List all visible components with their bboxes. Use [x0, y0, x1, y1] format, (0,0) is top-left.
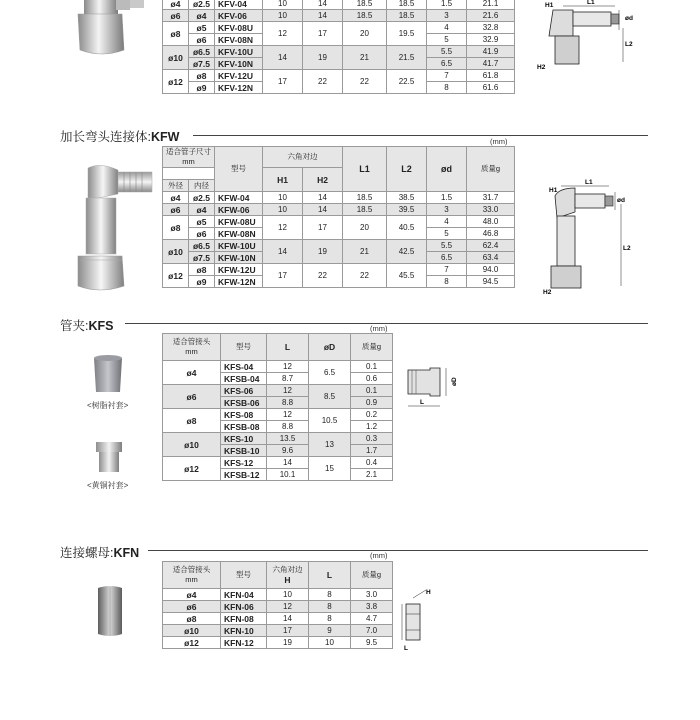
kfn-diagram-l: L — [404, 645, 408, 652]
h2-cell: 22 — [303, 70, 343, 94]
l-cell: 10 — [309, 637, 351, 649]
model-cell: KFW-12U — [215, 264, 263, 276]
mass-cell: 31.7 — [467, 192, 515, 204]
l1-cell: 21 — [343, 46, 387, 70]
outer-diameter-cell: ø4 — [163, 192, 189, 204]
mass-cell: 1.7 — [351, 445, 393, 457]
model-cell: KFSB-10 — [221, 445, 267, 457]
l1-cell: 18.5 — [343, 0, 387, 10]
h1-cell: 14 — [263, 46, 303, 70]
kfs-brass-sleeve-photo — [92, 438, 126, 476]
kfs-title-code: KFS — [88, 319, 114, 333]
kfs-diagram-l: L — [420, 399, 424, 406]
d-cell: 8 — [427, 82, 467, 94]
kfs-section-title — [60, 316, 113, 334]
d-cell: 5 — [427, 228, 467, 240]
inner-diameter-cell: ø5 — [189, 22, 215, 34]
h2-cell: 19 — [303, 46, 343, 70]
mass-cell: 0.2 — [351, 409, 393, 421]
kfn-title-code: KFN — [113, 546, 140, 560]
h2-cell: 19 — [303, 240, 343, 264]
l1-cell: 18.5 — [343, 192, 387, 204]
inner-diameter-cell: ø7.5 — [189, 252, 215, 264]
model-cell: KFN-08 — [221, 613, 267, 625]
mass-cell: 0.1 — [351, 361, 393, 373]
l-cell: 8.8 — [267, 421, 309, 433]
kfs-resin-sleeve-photo — [88, 352, 128, 398]
fitting-size-cell: ø12 — [163, 457, 221, 481]
model-cell: KFW-08U — [215, 216, 263, 228]
mass-cell: 46.8 — [467, 228, 515, 240]
kfn-header-fitting: 适合管接头 mm — [163, 562, 221, 589]
kfw-header-d: ød — [427, 147, 467, 192]
kfv-diagram-l2: L2 — [625, 41, 633, 48]
kfv-diagram-h1: H1 — [545, 2, 554, 9]
kfv-diagram-l1: L1 — [587, 0, 595, 6]
table-row — [163, 637, 393, 649]
table-row — [163, 0, 515, 10]
model-cell: KFW-12N — [215, 276, 263, 288]
kfw-header-model: 型号 — [215, 147, 263, 192]
mass-cell: 21.1 — [467, 0, 515, 10]
kfs-unit: (mm) — [370, 324, 388, 333]
outer-diameter-cell: ø12 — [163, 264, 189, 288]
mass-cell: 32.9 — [467, 34, 515, 46]
l-cell: 12 — [267, 385, 309, 397]
mass-cell: 21.6 — [467, 10, 515, 22]
outer-diameter-cell: ø12 — [163, 70, 189, 94]
inner-diameter-cell: ø2.5 — [189, 0, 215, 10]
model-cell: KFV-06 — [215, 10, 263, 22]
h-cell: 10 — [267, 589, 309, 601]
od-cell: 13 — [309, 433, 351, 457]
kfs-header-mass: 质量g — [351, 334, 393, 361]
mass-cell: 0.9 — [351, 397, 393, 409]
fitting-size-cell: ø12 — [163, 637, 221, 649]
mass-cell: 33.0 — [467, 204, 515, 216]
kfw-diagram-l2: L2 — [623, 245, 631, 252]
mass-cell: 48.0 — [467, 216, 515, 228]
l-cell: 8 — [309, 613, 351, 625]
kfv-dimension-diagram — [535, 0, 645, 75]
fitting-size-cell: ø10 — [163, 433, 221, 457]
model-cell: KFV-08U — [215, 22, 263, 34]
table-row — [163, 264, 515, 276]
kfn-header-mass: 质量g — [351, 562, 393, 589]
inner-diameter-cell: ø8 — [189, 264, 215, 276]
kfs-header-l: L — [267, 334, 309, 361]
inner-diameter-cell: ø6 — [189, 34, 215, 46]
model-cell: KFS-08 — [221, 409, 267, 421]
kfv-diagram-h2: H2 — [537, 64, 546, 71]
kfs-header-od: øD — [309, 334, 351, 361]
l2-cell: 19.5 — [387, 22, 427, 46]
model-cell: KFW-10U — [215, 240, 263, 252]
l1-cell: 22 — [343, 264, 387, 288]
kfs-title-cn: 管夹: — [60, 319, 89, 333]
h-cell: 14 — [267, 613, 309, 625]
model-cell: KFV-10U — [215, 46, 263, 58]
l2-cell: 21.5 — [387, 46, 427, 70]
kfn-nut-photo — [94, 584, 126, 640]
fitting-size-cell: ø10 — [163, 625, 221, 637]
model-cell: KFSB-12 — [221, 469, 267, 481]
outer-diameter-cell: ø10 — [163, 240, 189, 264]
table-row — [163, 70, 515, 82]
table-row — [163, 409, 393, 421]
model-cell: KFV-08N — [215, 34, 263, 46]
l-cell: 8 — [309, 601, 351, 613]
kfw-spec-table — [162, 146, 515, 288]
mass-cell: 63.4 — [467, 252, 515, 264]
mass-cell: 0.6 — [351, 373, 393, 385]
h1-cell: 12 — [263, 216, 303, 240]
table-row — [163, 625, 393, 637]
h1-cell: 14 — [263, 240, 303, 264]
d-cell: 6.5 — [427, 58, 467, 70]
od-cell: 15 — [309, 457, 351, 481]
l-cell: 14 — [267, 457, 309, 469]
h-cell: 12 — [267, 601, 309, 613]
model-cell: KFW-04 — [215, 192, 263, 204]
mass-cell: 32.8 — [467, 22, 515, 34]
kfn-spec-table — [162, 561, 393, 649]
l-cell: 13.5 — [267, 433, 309, 445]
od-cell: 6.5 — [309, 361, 351, 385]
l-cell: 9 — [309, 625, 351, 637]
mass-cell: 41.7 — [467, 58, 515, 70]
mass-cell: 61.8 — [467, 70, 515, 82]
d-cell: 8 — [427, 276, 467, 288]
inner-diameter-cell: ø4 — [189, 204, 215, 216]
l2-cell: 39.5 — [387, 204, 427, 216]
kfw-header-h1: H1 — [263, 168, 303, 192]
h1-cell: 17 — [263, 264, 303, 288]
fitting-size-cell: ø6 — [163, 385, 221, 409]
kfn-diagram-h: H — [426, 589, 431, 596]
d-cell: 6.5 — [427, 252, 467, 264]
model-cell: KFN-04 — [221, 589, 267, 601]
kfv-product-photo — [72, 0, 152, 60]
table-row — [163, 361, 393, 373]
kfw-section-title — [60, 127, 179, 145]
kfn-title-cn: 连接螺母: — [60, 546, 114, 560]
h2-cell: 14 — [303, 0, 343, 10]
mass-cell: 94.5 — [467, 276, 515, 288]
d-cell: 1.5 — [427, 192, 467, 204]
h1-cell: 17 — [263, 70, 303, 94]
h1-cell: 10 — [263, 204, 303, 216]
kfw-product-photo — [72, 160, 162, 292]
inner-diameter-cell: ø6 — [189, 228, 215, 240]
h2-cell: 14 — [303, 204, 343, 216]
kfs-header-fitting: 适合管接头 mm — [163, 334, 221, 361]
model-cell: KFSB-04 — [221, 373, 267, 385]
model-cell: KFV-12U — [215, 70, 263, 82]
l2-cell: 42.5 — [387, 240, 427, 264]
kfv-diagram-d: ød — [625, 15, 633, 22]
mass-cell: 0.3 — [351, 433, 393, 445]
h2-cell: 14 — [303, 192, 343, 204]
kfw-header-l1: L1 — [343, 147, 387, 192]
h2-cell: 17 — [303, 22, 343, 46]
mass-cell: 9.5 — [351, 637, 393, 649]
model-cell: KFS-04 — [221, 361, 267, 373]
inner-diameter-cell: ø5 — [189, 216, 215, 228]
kfw-header-h2: H2 — [303, 168, 343, 192]
h1-cell: 10 — [263, 0, 303, 10]
h1-cell: 10 — [263, 192, 303, 204]
outer-diameter-cell: ø8 — [163, 216, 189, 240]
table-row — [163, 216, 515, 228]
table-row — [163, 457, 393, 469]
inner-diameter-cell: ø6.5 — [189, 240, 215, 252]
l-cell: 10.1 — [267, 469, 309, 481]
l-cell: 8.7 — [267, 373, 309, 385]
od-cell: 10.5 — [309, 409, 351, 433]
l2-cell: 40.5 — [387, 216, 427, 240]
kfw-header-mass: 质量g — [467, 147, 515, 192]
kfw-unit: (mm) — [490, 137, 508, 146]
model-cell: KFN-10 — [221, 625, 267, 637]
mass-cell: 41.9 — [467, 46, 515, 58]
model-cell: KFW-08N — [215, 228, 263, 240]
kfn-section-title — [60, 543, 139, 561]
d-cell: 7 — [427, 264, 467, 276]
kfw-title-cn: 加长弯头连接体: — [60, 130, 151, 144]
table-row — [163, 46, 515, 58]
d-cell: 3 — [427, 204, 467, 216]
table-row — [163, 204, 515, 216]
table-row — [163, 192, 515, 204]
kfs-brass-caption: <黄铜衬套> — [87, 481, 129, 490]
kfw-title-code: KFW — [150, 130, 180, 144]
kfs-spec-table — [162, 333, 393, 481]
d-cell: 5.5 — [427, 240, 467, 252]
l2-cell: 38.5 — [387, 192, 427, 204]
kfn-header-l: L — [309, 562, 351, 589]
model-cell: KFS-06 — [221, 385, 267, 397]
l-cell: 12 — [267, 409, 309, 421]
table-row — [163, 433, 393, 445]
mass-cell: 2.1 — [351, 469, 393, 481]
l-cell: 9.6 — [267, 445, 309, 457]
table-row — [163, 22, 515, 34]
h-cell: 19 — [267, 637, 309, 649]
l2-cell: 18.5 — [387, 10, 427, 22]
kfw-header-l2: L2 — [387, 147, 427, 192]
l1-cell: 22 — [343, 70, 387, 94]
h2-cell: 22 — [303, 264, 343, 288]
model-cell: KFSB-08 — [221, 421, 267, 433]
kfw-diagram-h1: H1 — [549, 187, 558, 194]
l-cell: 8.8 — [267, 397, 309, 409]
fitting-size-cell: ø4 — [163, 589, 221, 601]
table-row — [163, 10, 515, 22]
mass-cell: 3.0 — [351, 589, 393, 601]
inner-diameter-cell: ø4 — [189, 10, 215, 22]
mass-cell: 1.2 — [351, 421, 393, 433]
model-cell: KFW-06 — [215, 204, 263, 216]
mass-cell: 61.6 — [467, 82, 515, 94]
table-row — [163, 385, 393, 397]
h2-cell: 17 — [303, 216, 343, 240]
fitting-size-cell: ø8 — [163, 613, 221, 625]
l2-cell: 22.5 — [387, 70, 427, 94]
fitting-size-cell: ø4 — [163, 361, 221, 385]
mass-cell: 7.0 — [351, 625, 393, 637]
kfn-header-model: 型号 — [221, 562, 267, 589]
outer-diameter-cell: ø8 — [163, 22, 189, 46]
inner-diameter-cell: ø6.5 — [189, 46, 215, 58]
inner-diameter-cell: ø7.5 — [189, 58, 215, 70]
kfw-header-tube-size: 适合管子尺寸 mm — [163, 147, 215, 168]
kfn-unit: (mm) — [370, 551, 388, 560]
model-cell: KFS-10 — [221, 433, 267, 445]
mass-cell: 4.7 — [351, 613, 393, 625]
mass-cell: 94.0 — [467, 264, 515, 276]
inner-diameter-cell: ø8 — [189, 70, 215, 82]
table-row — [163, 240, 515, 252]
l-cell: 12 — [267, 361, 309, 373]
inner-diameter-cell: ø9 — [189, 82, 215, 94]
d-cell: 4 — [427, 22, 467, 34]
h-cell: 17 — [267, 625, 309, 637]
kfw-diagram-l1: L1 — [585, 179, 593, 186]
model-cell: KFV-10N — [215, 58, 263, 70]
inner-diameter-cell: ø9 — [189, 276, 215, 288]
d-cell: 7 — [427, 70, 467, 82]
l-cell: 8 — [309, 589, 351, 601]
kfn-dimension-diagram — [398, 584, 438, 654]
mass-cell: 0.4 — [351, 457, 393, 469]
d-cell: 1.5 — [427, 0, 467, 10]
outer-diameter-cell: ø10 — [163, 46, 189, 70]
kfw-dimension-diagram — [535, 178, 645, 298]
kfw-diagram-h2: H2 — [543, 289, 552, 296]
l1-cell: 18.5 — [343, 204, 387, 216]
kfw-header-inner: 内径 — [189, 180, 215, 192]
d-cell: 5.5 — [427, 46, 467, 58]
inner-diameter-cell: ø2.5 — [189, 192, 215, 204]
model-cell: KFN-12 — [221, 637, 267, 649]
kfw-diagram-d: ød — [617, 197, 625, 204]
fitting-size-cell: ø6 — [163, 601, 221, 613]
d-cell: 3 — [427, 10, 467, 22]
model-cell: KFV-12N — [215, 82, 263, 94]
l2-cell: 18.5 — [387, 0, 427, 10]
l1-cell: 18.5 — [343, 10, 387, 22]
fitting-size-cell: ø8 — [163, 409, 221, 433]
kfn-title-rule — [148, 550, 648, 551]
mass-cell: 0.1 — [351, 385, 393, 397]
h1-cell: 10 — [263, 10, 303, 22]
kfw-header-outer: 外径 — [163, 180, 189, 192]
kfv-spec-table — [162, 0, 515, 94]
od-cell: 8.5 — [309, 385, 351, 409]
kfn-header-hex: 六角对边 H — [267, 562, 309, 589]
l2-cell: 45.5 — [387, 264, 427, 288]
l1-cell: 20 — [343, 22, 387, 46]
mass-cell: 3.8 — [351, 601, 393, 613]
model-cell: KFS-12 — [221, 457, 267, 469]
table-row — [163, 589, 393, 601]
model-cell: KFW-10N — [215, 252, 263, 264]
l1-cell: 21 — [343, 240, 387, 264]
model-cell: KFN-06 — [221, 601, 267, 613]
table-row — [163, 601, 393, 613]
l1-cell: 20 — [343, 216, 387, 240]
table-row — [163, 613, 393, 625]
h2-cell: 14 — [303, 10, 343, 22]
outer-diameter-cell: ø4 — [163, 0, 189, 10]
kfs-dimension-diagram — [400, 360, 470, 412]
kfw-header-hex: 六角对边 — [263, 147, 343, 168]
kfw-title-rule — [193, 135, 648, 136]
d-cell: 5 — [427, 34, 467, 46]
outer-diameter-cell: ø6 — [163, 10, 189, 22]
outer-diameter-cell: ø6 — [163, 204, 189, 216]
kfs-resin-caption: <树脂衬套> — [87, 401, 129, 410]
model-cell: KFSB-06 — [221, 397, 267, 409]
kfs-header-model: 型号 — [221, 334, 267, 361]
d-cell: 4 — [427, 216, 467, 228]
mass-cell: 62.4 — [467, 240, 515, 252]
h1-cell: 12 — [263, 22, 303, 46]
model-cell: KFV-04 — [215, 0, 263, 10]
kfs-diagram-od: øD — [451, 377, 458, 386]
